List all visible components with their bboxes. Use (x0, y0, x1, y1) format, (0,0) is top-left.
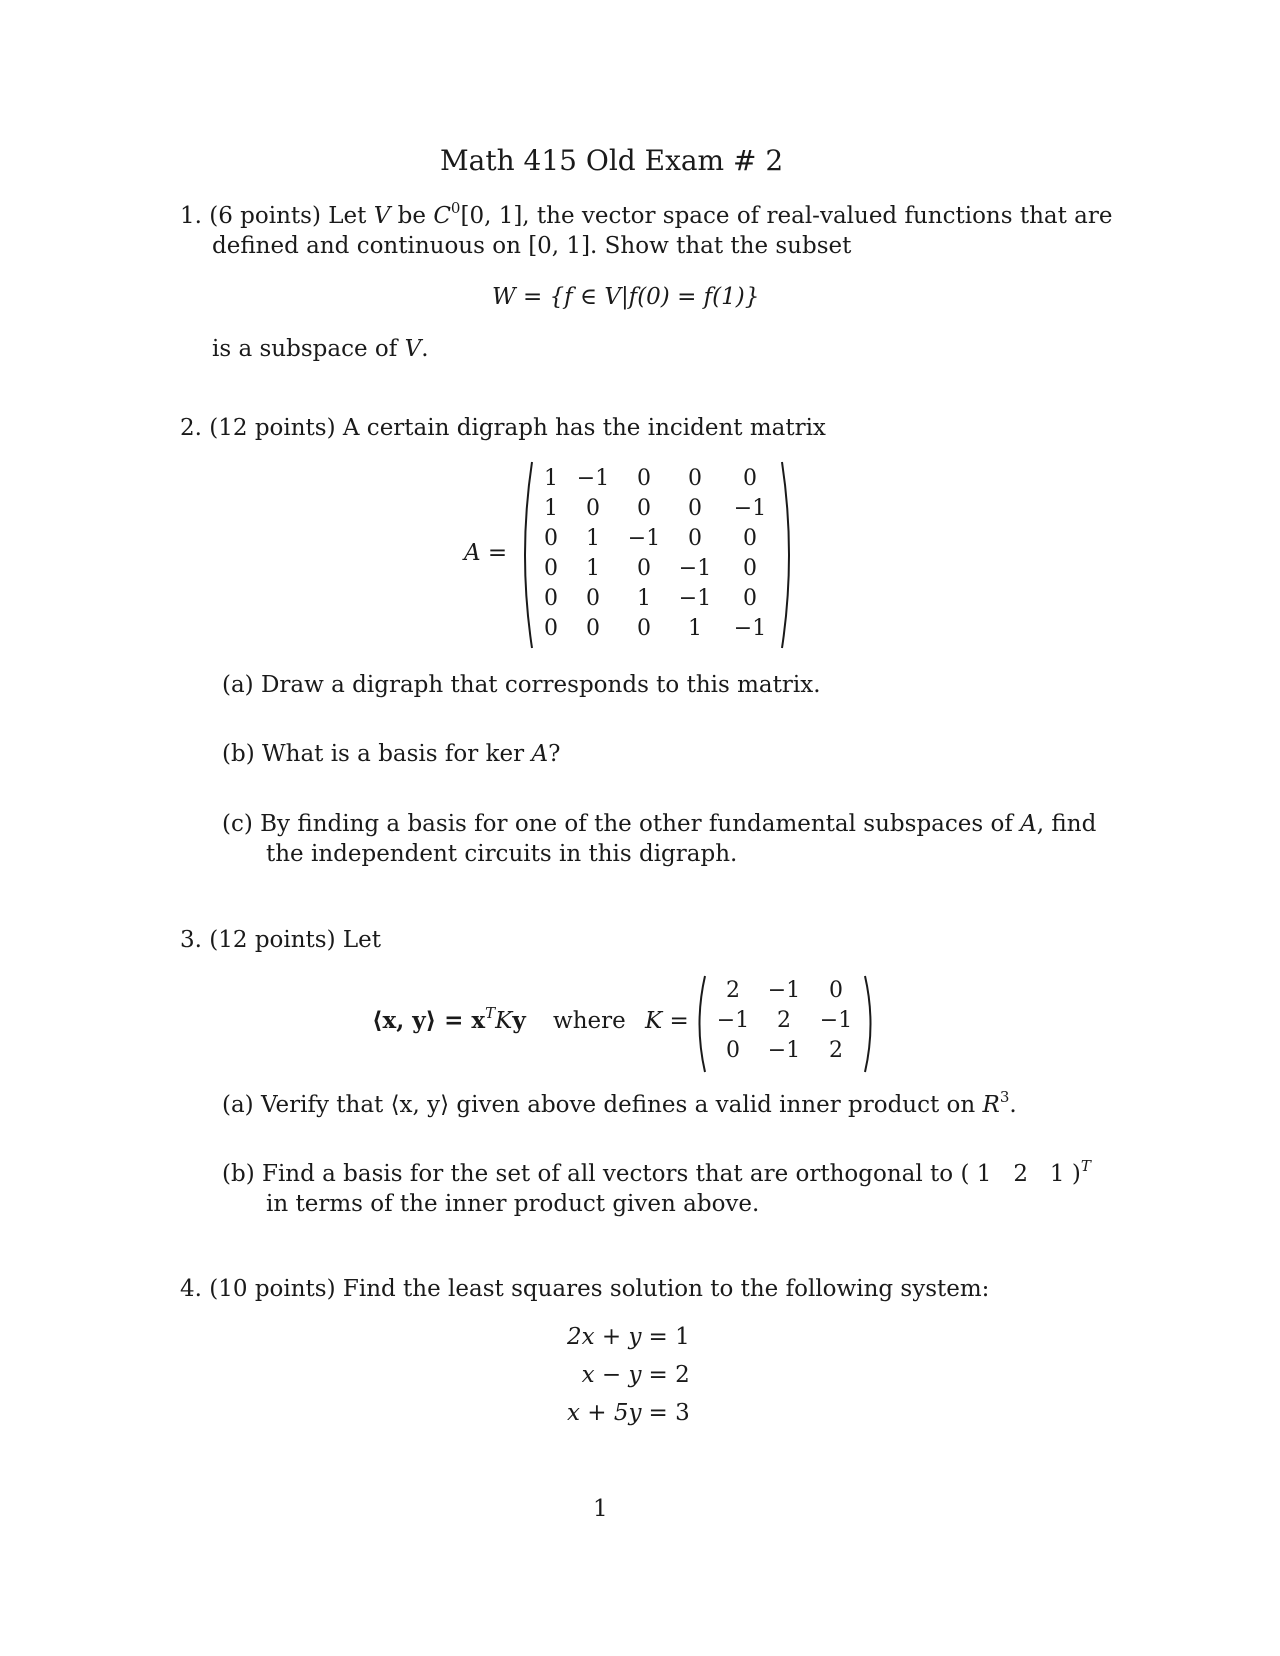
equation-lhs: x + 5y (567, 1400, 642, 1426)
part-label: (b) (222, 1161, 255, 1187)
matrix-cell: 1 (637, 586, 651, 611)
text: Draw a digraph that corresponds to this matrix. (260, 672, 821, 698)
text: Find a basis for the set of all vectors that are orthogonal to (261, 1161, 954, 1187)
matrix-row (536, 464, 778, 494)
problem-3-part-a (222, 1090, 1017, 1120)
matrix-row (536, 584, 778, 614)
matrix-cell: 1 (586, 526, 600, 551)
k-matrix-right-paren (862, 974, 878, 1074)
problem-2-intro (180, 413, 826, 443)
matrix-cell: −1 (819, 1008, 853, 1033)
equation-row (566, 1318, 691, 1356)
text: Find the least squares solution to the following system: (342, 1276, 990, 1302)
equation-rhs: = 1 (648, 1324, 690, 1350)
part-label: (b) (222, 741, 255, 767)
math-var: W (492, 284, 516, 310)
matrix-row (708, 1036, 862, 1066)
matrix-row (536, 524, 778, 554)
problem-1-line-2: defined and continuous on [0, 1]. Show that the subset (212, 233, 852, 259)
text: ? (548, 741, 561, 767)
matrix-row (536, 614, 778, 644)
matrix-cell: 0 (637, 556, 651, 581)
text: Verify that ⟨x, y⟩ given above defines a valid inner product on (260, 1092, 976, 1118)
matrix-cell: 1 (544, 466, 558, 491)
matrix-cell: −1 (767, 1038, 801, 1063)
matrix-right-paren (778, 460, 798, 650)
k-matrix (708, 976, 862, 1066)
equation-row (566, 1356, 691, 1394)
matrix-cell: 0 (637, 616, 651, 641)
problem-points: (10 points) (209, 1276, 336, 1302)
text: Let (328, 203, 367, 229)
matrix-cell: 0 (544, 556, 558, 581)
equation-lhs: x − y (581, 1362, 642, 1388)
matrix-cell: −1 (678, 556, 712, 581)
row-vector: ( 1 2 1 )$^T$ (960, 1157, 1091, 1187)
page-title: Math 415 Old Exam # 2 (440, 144, 784, 177)
problem-points: (6 points) (209, 203, 321, 229)
math-var: K (495, 1008, 513, 1034)
matrix-row (536, 494, 778, 524)
text: Let (342, 927, 382, 953)
math-var: A (531, 741, 549, 767)
problem-2-part-c-line-2: the independent circuits in this digraph. (266, 841, 738, 867)
math-var: C (433, 203, 451, 229)
text: be (397, 203, 426, 229)
problem-points: (12 points) (209, 415, 336, 441)
superscript: T (1080, 1157, 1091, 1175)
text: where (553, 1008, 626, 1034)
text: What is a basis for ker (261, 741, 525, 767)
problem-number: 4. (180, 1276, 202, 1302)
math-var: V (373, 203, 391, 229)
matrix-cell: 0 (637, 496, 651, 521)
math-expression: ⟨x, y⟩ = x (372, 1007, 486, 1034)
matrix-row (708, 976, 862, 1006)
math-var: R (982, 1092, 1000, 1118)
page-number: 1 (593, 1496, 608, 1522)
part-label: (c) (222, 811, 253, 837)
problem-4-intro (180, 1274, 989, 1304)
problem-1-line-3 (212, 334, 429, 364)
problem-1-display-set (492, 282, 759, 312)
matrix-cell: −1 (733, 496, 767, 521)
matrix-cell: 0 (637, 466, 651, 491)
k-matrix-left-paren (692, 974, 708, 1074)
matrix-cell: 0 (688, 526, 702, 551)
equation-rhs: = 3 (648, 1400, 690, 1426)
matrix-cell: 0 (544, 526, 558, 551)
matrix-cell: 0 (688, 496, 702, 521)
problem-3-intro (180, 925, 381, 955)
incidence-matrix (536, 464, 778, 644)
matrix-cell: −1 (627, 526, 661, 551)
matrix-cell: −1 (716, 1008, 750, 1033)
text: . (421, 336, 429, 362)
text: A certain digraph has the incident matrix (342, 415, 826, 441)
matrix-row (708, 1006, 862, 1036)
math-var: A (1020, 811, 1037, 837)
problem-3-part-b-line-2: in terms of the inner product given above. (266, 1191, 760, 1217)
text: . (1009, 1092, 1017, 1118)
matrix-cell: 0 (688, 466, 702, 491)
problem-number: 2. (180, 415, 202, 441)
problem-2-part-a (222, 670, 821, 700)
matrix-cell: 0 (743, 586, 757, 611)
superscript: T (485, 1004, 496, 1022)
matrix-cell: 0 (586, 586, 600, 611)
problem-2-part-b (222, 739, 560, 769)
problem-number: 3. (180, 927, 202, 953)
matrix-cell: 0 (726, 1038, 740, 1063)
text: , find (1036, 811, 1097, 837)
matrix-label-K: K = (645, 1008, 689, 1034)
matrix-cell: 0 (544, 586, 558, 611)
matrix-cell: 0 (743, 466, 757, 491)
matrix-cell: 0 (743, 526, 757, 551)
matrix-cell: 2 (777, 1008, 791, 1033)
matrix-cell: −1 (678, 586, 712, 611)
superscript: 0 (450, 199, 461, 217)
matrix-row (536, 554, 778, 584)
math-var: V (404, 336, 422, 362)
part-label: (a) (222, 672, 254, 698)
inner-product-definition (372, 1006, 689, 1036)
problem-2-part-c-line-1 (222, 809, 1096, 839)
part-label: (a) (222, 1092, 254, 1118)
matrix-cell: 1 (688, 616, 702, 641)
vector-entries: 1 2 1 (976, 1161, 1065, 1187)
matrix-cell: −1 (576, 466, 610, 491)
equation-lhs: 2x + y (567, 1324, 642, 1350)
math-expression: = {f ∈ V|f(0) = f(1)} (515, 284, 760, 310)
text: [0, 1], the vector space of real-valued functions that are (460, 203, 1113, 229)
problem-number: 1. (180, 203, 202, 229)
matrix-cell: 1 (544, 496, 558, 521)
matrix-cell: −1 (767, 978, 801, 1003)
matrix-cell: 0 (586, 616, 600, 641)
text: By finding a basis for one of the other fundamental subspaces of (260, 811, 1013, 837)
matrix-cell: 2 (726, 978, 740, 1003)
matrix-cell: 0 (829, 978, 843, 1003)
matrix-cell: 0 (743, 556, 757, 581)
matrix-cell: 0 (586, 496, 600, 521)
equation-system (566, 1318, 691, 1432)
problem-3-part-b-line-1 (222, 1159, 1091, 1189)
problem-points: (12 points) (209, 927, 336, 953)
matrix-cell: 1 (586, 556, 600, 581)
matrix-cell: 0 (544, 616, 558, 641)
matrix-cell: −1 (733, 616, 767, 641)
text: is a subspace of (212, 336, 398, 362)
matrix-left-paren (516, 460, 536, 650)
equation-row (566, 1394, 691, 1432)
equation-rhs: = 2 (648, 1362, 690, 1388)
matrix-cell: 2 (829, 1038, 843, 1063)
superscript: 3 (999, 1088, 1010, 1106)
math-var: y (512, 1007, 526, 1034)
problem-1-line-1 (180, 201, 1113, 231)
matrix-label-A: A = (464, 540, 508, 566)
